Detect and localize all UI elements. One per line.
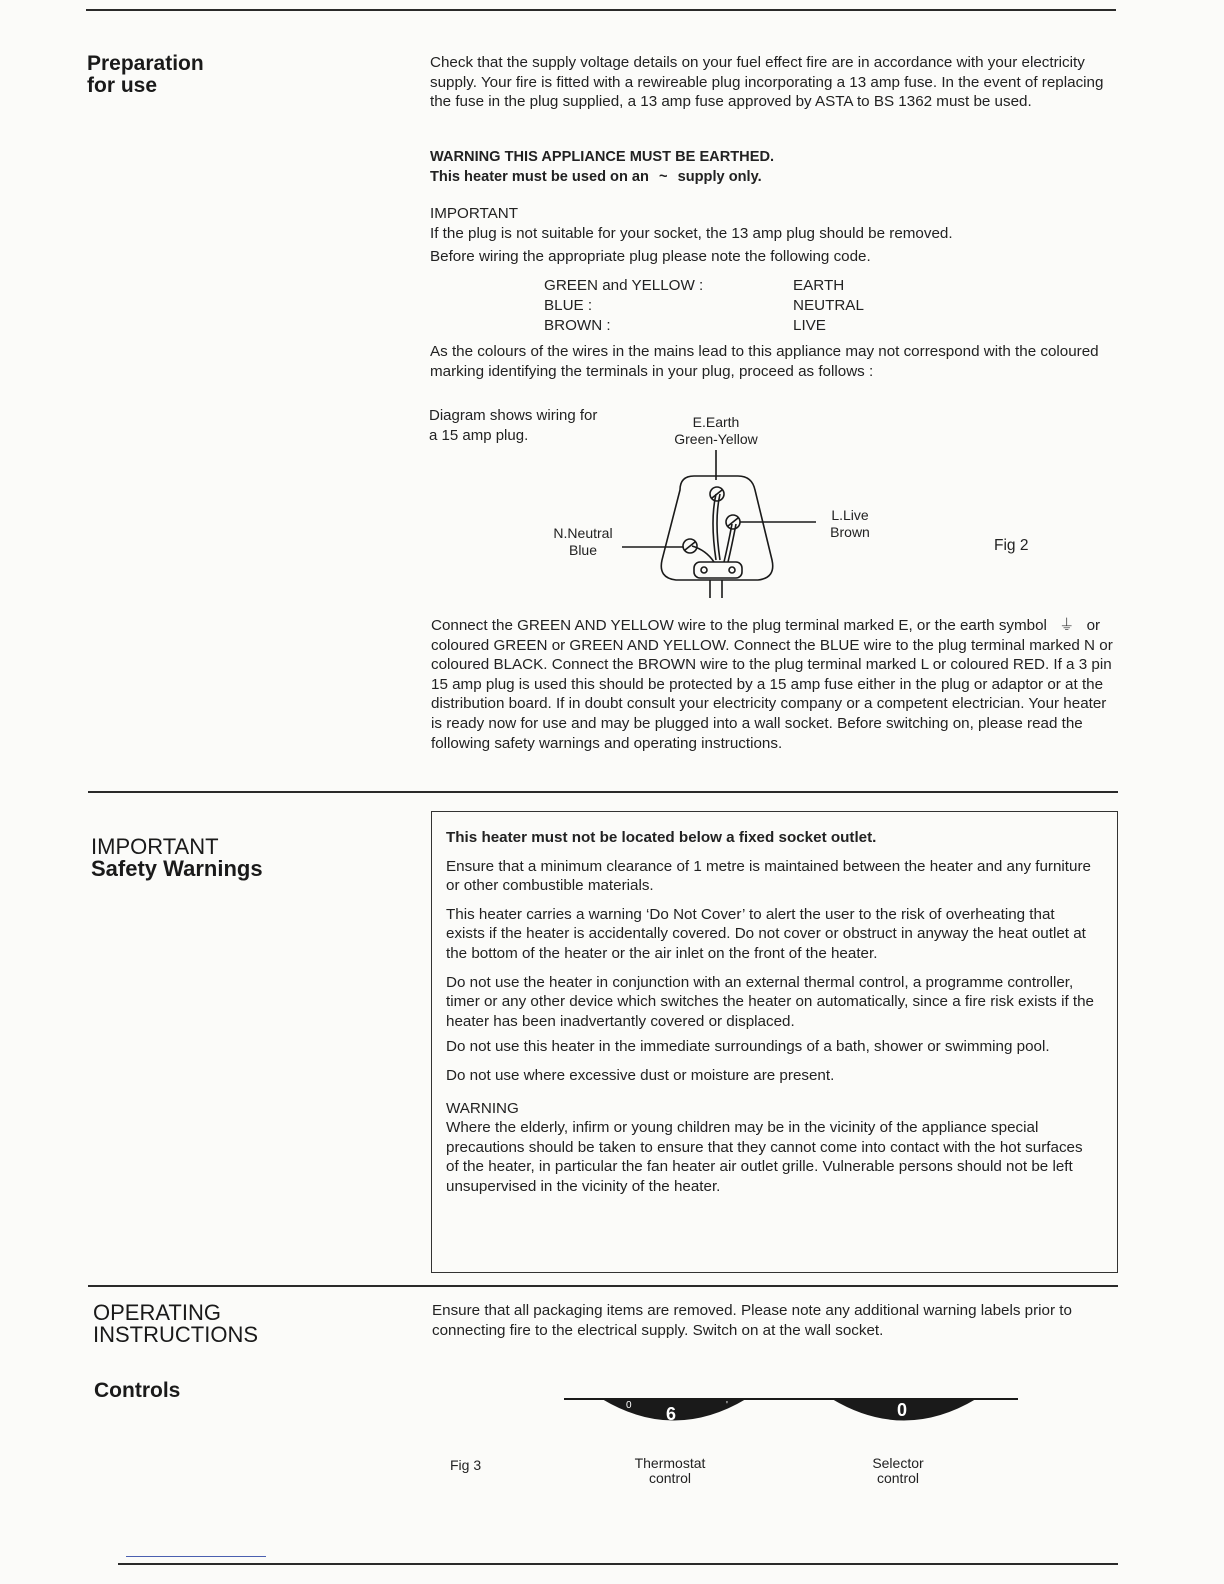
do-not-cover-warning: This heater carries a warning ‘Do Not Cover’ to alert the user to the risk of overheating that exists if the heater is accidentally covered. Do not cover or obstruct in anyway the heat outlet at the bottom of the heater or the air inlet on the front of the heater.	[446, 905, 1086, 962]
wire-terminal: NEUTRAL	[793, 297, 864, 314]
wire-colour: GREEN and YELLOW :	[544, 277, 704, 294]
safety-warning-content	[446, 828, 1096, 1197]
supply-only-post: supply only.	[677, 168, 762, 185]
thermostat-label-line2: control	[648, 1470, 692, 1486]
important-text: If the plug is not suitable for your socket, the 13 amp plug should be removed.	[430, 224, 953, 242]
grip-screw	[701, 567, 707, 573]
safety-heading-line2: Safety Warnings	[91, 856, 263, 881]
live-label-line2: Brown	[830, 524, 870, 540]
wire-colour: BROWN :	[544, 317, 611, 334]
earth-label	[660, 414, 772, 448]
earth-symbol-icon: ⏚	[1059, 617, 1075, 634]
diagram-caption-line1: Diagram shows wiring for	[429, 407, 598, 424]
important-block	[430, 204, 1110, 267]
wire-code-row	[544, 276, 864, 296]
preparation-heading-line1: Preparation	[87, 52, 204, 75]
selector-label-line1: Selector	[872, 1455, 924, 1471]
fig2-label: Fig 2	[994, 537, 1029, 554]
controls-heading: Controls	[94, 1379, 181, 1402]
wire-terminal: EARTH	[793, 277, 845, 294]
operating-intro	[432, 1301, 1112, 1340]
bottom-blue-mark	[126, 1556, 266, 1557]
operating-heading	[93, 1302, 258, 1346]
diagram-caption	[429, 406, 597, 446]
vulnerable-persons-warning: Where the elderly, infirm or young children may be in the vicinity of the appliance special precautions should be taken to ensure that they cannot come into contact with the hot surfaces of the heater, in particular the fan heater air outlet grille. Vulnerable persons should not be left unsupervised in the vicinity of the heater.	[446, 1119, 1083, 1195]
warning-label: WARNING	[446, 1099, 519, 1117]
socket-outlet-warning: This heater must not be located below a fixed socket outlet.	[446, 829, 877, 846]
live-wire	[724, 524, 732, 562]
wire-code-table	[544, 276, 864, 336]
colours-note	[430, 342, 1110, 381]
live-label-line1: L.Live	[831, 507, 869, 523]
neutral-label-line2: Blue	[568, 542, 598, 558]
neutral-label-line1: N.Neutral	[553, 525, 613, 541]
ac-symbol-icon: ~	[659, 168, 668, 185]
colours-note-text: As the colours of the wires in the mains lead to this appliance may not correspond with the coloured marking identifying the terminals in your plug, proceed as follows :	[430, 343, 1099, 380]
selector-label	[848, 1456, 948, 1486]
safety-warning-box	[431, 811, 1118, 1273]
thermostat-label	[620, 1456, 720, 1486]
earth-label-line2: Green-Yellow	[674, 431, 758, 447]
controls-diagram	[562, 1394, 1022, 1444]
thermostat-label-line1: Thermostat	[634, 1455, 706, 1471]
earthed-warning-block	[430, 148, 1110, 187]
thermostat-mark: 0	[626, 1400, 632, 1411]
section-divider-operating	[88, 1285, 1118, 1287]
connect-instructions	[431, 616, 1113, 753]
preparation-heading	[87, 53, 204, 97]
supply-voltage-text: Check that the supply voltage details on your fuel effect fire are in accordance with your electricity supply. Your fire is fitted with a rewireable plug incorporating a 13 amp fuse. In the event of replacing the fuse in the plug supplied, a 13 amp fuse approved by ASTA to BS 1362 must be used.	[430, 54, 1104, 111]
grip-screw	[729, 567, 735, 573]
diagram-caption-line2: a 15 amp plug.	[429, 427, 529, 444]
preparation-para1	[430, 53, 1110, 112]
supply-only-line	[430, 168, 1110, 188]
wire-code-row	[544, 296, 864, 316]
selector-label-line2: control	[876, 1470, 920, 1486]
safety-heading	[91, 836, 263, 880]
warning-earthed: WARNING THIS APPLIANCE MUST BE EARTHED.	[430, 149, 775, 165]
connect-pre: Connect the GREEN AND YELLOW wire to the plug terminal marked E, or the earth symbol	[431, 617, 1047, 634]
wire-code-row	[544, 316, 864, 336]
earth-terminal-slot	[712, 490, 722, 498]
top-rule	[86, 9, 1116, 11]
external-control-warning: Do not use the heater in conjunction with an external thermal control, a programme controller, timer or any other device which switches the heater on automatically, since a fire risk exists if the heater has been inadvertantly covered or displaced.	[446, 973, 1094, 1030]
preparation-heading-line2: for use	[87, 74, 158, 97]
operating-heading-line1: OPERATING	[93, 1300, 221, 1325]
safety-heading-line1: IMPORTANT	[91, 834, 219, 859]
earth-wire	[713, 494, 716, 560]
thermostat-value: 6	[666, 1404, 677, 1424]
bottom-rule	[118, 1563, 1118, 1565]
plug-wiring-diagram	[610, 450, 850, 600]
important-label: IMPORTANT	[430, 205, 519, 222]
connect-post: or coloured GREEN or GREEN AND YELLOW. Connect the BLUE wire to the plug terminal marked N or coloured BLACK. Connect the BROWN wire to the plug terminal marked L or coloured RED. If a 3 pin 15 amp plug is used this should be protected by a 15 amp fuse either in the plug or adaptor or at the distribution board. If in doubt consult your electricity company or a competent electrician. Your heater is ready now for use and may be plugged into a wall socket. Before switching on, please read the following safety warnings and operating instructions.	[431, 617, 1113, 752]
earth-wire	[717, 494, 720, 560]
fig3-label: Fig 3	[450, 1457, 482, 1473]
clearance-warning: Ensure that a minimum clearance of 1 metre is maintained between the heater and any furniture or other combustible materials.	[446, 857, 1091, 895]
wire-terminal: LIVE	[793, 317, 826, 334]
neutral-wire	[692, 546, 714, 562]
connect-instructions-text	[431, 616, 1113, 753]
supply-only-pre: This heater must be used on an	[430, 168, 649, 185]
before-wiring-text: Before wiring the appropriate plug please note the following code.	[430, 248, 871, 266]
bath-warning: Do not use this heater in the immediate surroundings of a bath, shower or swimming pool.	[446, 1038, 1050, 1056]
section-divider-safety	[88, 791, 1118, 793]
thermostat-mark: '	[726, 1400, 728, 1411]
selector-value: 0	[897, 1400, 908, 1420]
operating-heading-line2: INSTRUCTIONS	[93, 1322, 258, 1347]
dust-warning: Do not use where excessive dust or moisture are present.	[446, 1066, 835, 1084]
earth-label-line1: E.Earth	[692, 414, 740, 430]
wire-colour: BLUE :	[544, 297, 593, 314]
operating-intro-text: Ensure that all packaging items are removed. Please note any additional warning labels prior to connecting fire to the electrical supply. Switch on at the wall socket.	[432, 1302, 1072, 1339]
